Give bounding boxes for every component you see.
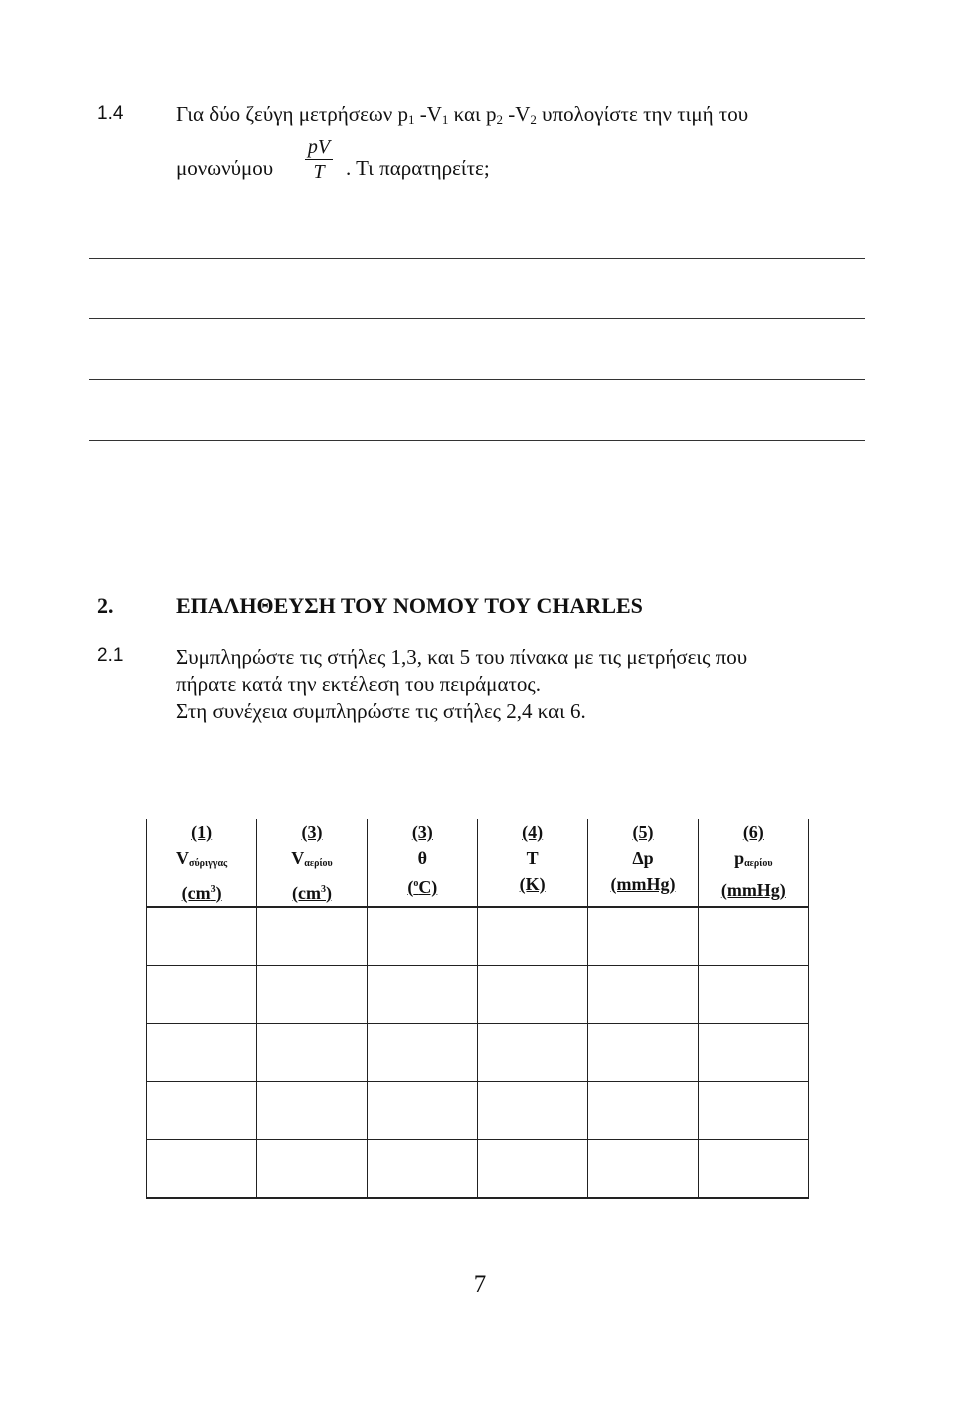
table-cell[interactable]: [367, 907, 477, 966]
table-cell[interactable]: [588, 1082, 698, 1140]
measurements-table: [146, 819, 809, 1199]
table-cell[interactable]: [477, 1082, 587, 1140]
table-cell[interactable]: [698, 966, 808, 1024]
table-cell[interactable]: [698, 1024, 808, 1082]
table-cell[interactable]: [367, 1140, 477, 1199]
table-cell[interactable]: [477, 966, 587, 1024]
table-cell[interactable]: [257, 1024, 367, 1082]
question-text-line: Συμπληρώστε τις στήλες 1,3, και 5 του πίνακα με τις μετρήσεις που: [176, 645, 748, 669]
question-text-line: μονωνύμου: [176, 156, 274, 180]
table-cell[interactable]: [147, 907, 257, 966]
table-cell[interactable]: [588, 907, 698, 966]
fraction-denominator: T: [313, 161, 325, 183]
table-row: [147, 966, 809, 1024]
column-header: (5) Δp (mmHg): [588, 819, 698, 907]
table-cell[interactable]: [698, 907, 808, 966]
question-text-line: . Τι παρατηρείτε;: [346, 156, 490, 180]
table-cell[interactable]: [588, 1024, 698, 1082]
table-cell[interactable]: [147, 1024, 257, 1082]
question-number: 2.1: [97, 645, 124, 666]
column-header: (6) pαερίου (mmHg): [698, 819, 808, 907]
table-cell[interactable]: [257, 907, 367, 966]
table-cell[interactable]: [367, 1082, 477, 1140]
table-cell[interactable]: [147, 1140, 257, 1199]
column-header: (3) θ ($^o$C): [367, 819, 477, 907]
table-cell[interactable]: [257, 1140, 367, 1199]
table-cell[interactable]: [698, 1140, 808, 1199]
table-cell[interactable]: [147, 966, 257, 1024]
answer-line[interactable]: [89, 440, 865, 441]
question-text-line: Για δύο ζεύγη μετρήσεων $p_1$ $-V_1$ και $p_2$ $-V_2$ υπολογίστε την τιμή του: [176, 102, 749, 127]
answer-line[interactable]: [89, 258, 865, 259]
column-header: (4) T (K): [477, 819, 587, 907]
table-cell[interactable]: [147, 1082, 257, 1140]
table-cell[interactable]: [367, 1024, 477, 1082]
table-row: [147, 1082, 809, 1140]
question-text-line: πήρατε κατά την εκτέλεση του πειράματος.: [176, 672, 541, 696]
fraction-numerator: pV: [307, 136, 331, 158]
question-text-line: Στη συνέχεια συμπληρώστε τις στήλες 2,4 και 6.: [176, 699, 586, 723]
table-row: [147, 1140, 809, 1199]
fraction-pv-over-t: [301, 136, 337, 184]
table-cell[interactable]: [257, 1082, 367, 1140]
answer-line[interactable]: [89, 318, 865, 319]
table-header-row: [147, 819, 809, 907]
table-cell[interactable]: [588, 1140, 698, 1199]
answer-line[interactable]: [89, 379, 865, 380]
table-row: [147, 1024, 809, 1082]
question-text: [176, 644, 747, 725]
table-cell[interactable]: [698, 1082, 808, 1140]
table-cell[interactable]: [588, 966, 698, 1024]
table-cell[interactable]: [477, 1140, 587, 1199]
table-row: [147, 907, 809, 966]
column-header: (3) Vαερίου $(cm^3)$: [257, 819, 367, 907]
question-number: 1.4: [97, 103, 124, 124]
section-number: 2.: [97, 593, 114, 618]
page-number: 7: [473, 1271, 487, 1298]
table-cell[interactable]: [367, 966, 477, 1024]
column-header: (1) Vσύριγγας $(cm^3)$: [147, 819, 257, 907]
section-title: ΕΠΑΛΗΘΕΥΣΗ ΤΟΥ ΝΟΜΟΥ ΤΟΥ CHARLES: [176, 593, 643, 618]
table-cell[interactable]: [257, 966, 367, 1024]
table-cell[interactable]: [477, 907, 587, 966]
table-cell[interactable]: [477, 1024, 587, 1082]
